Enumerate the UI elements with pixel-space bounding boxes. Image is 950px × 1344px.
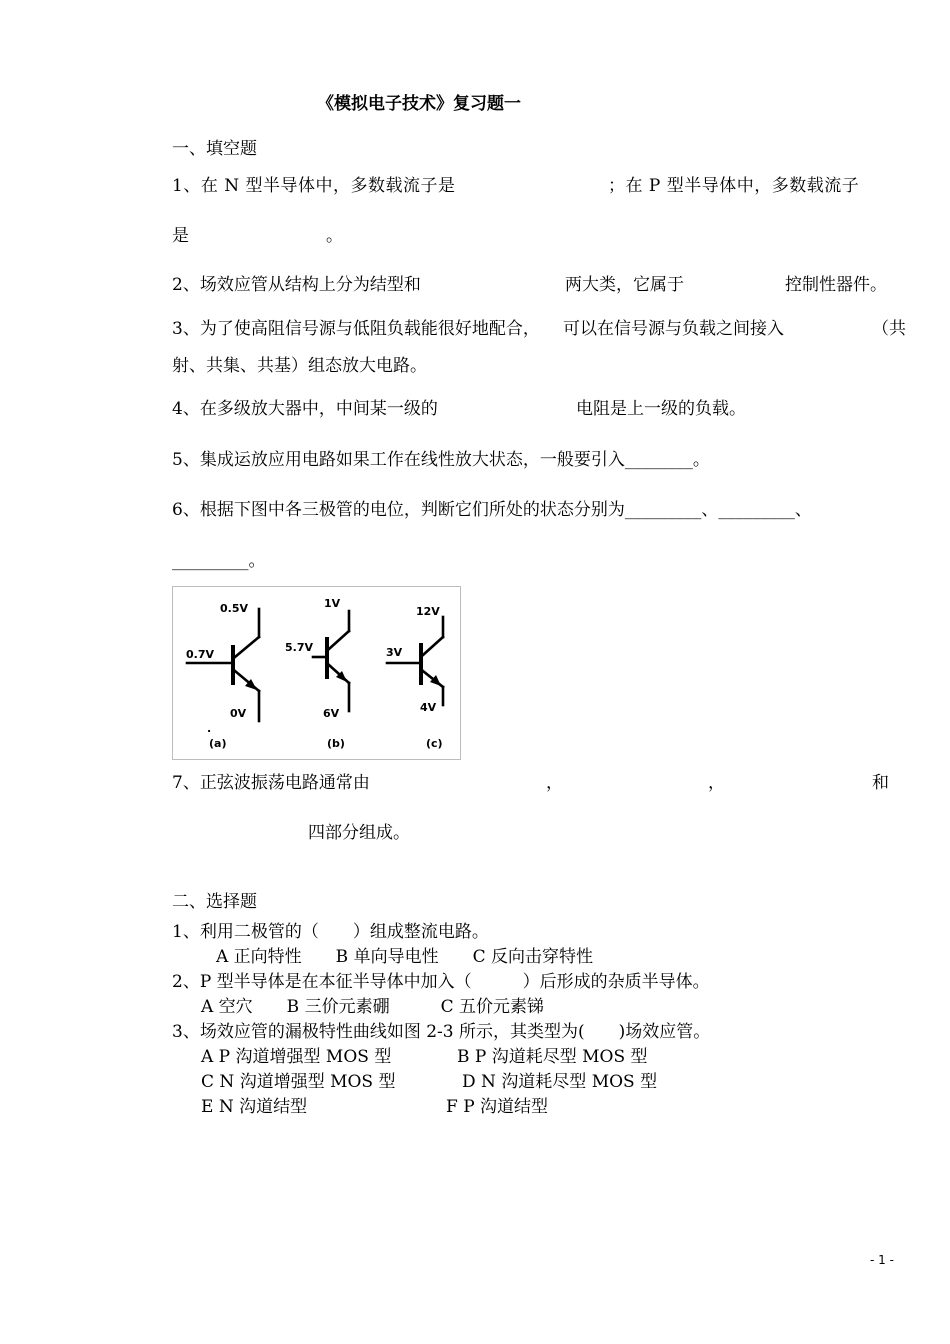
q2-part-a: 2、场效应管从结构上分为结型和 bbox=[172, 275, 421, 295]
mc2-stem: 2、P 型半导体是在本征半导体中加入（ ）后形成的杂质半导体。 bbox=[172, 972, 710, 992]
q6-text: 6、根据下图中各三极管的电位，判断它们所处的状态分别为_________、_________、 bbox=[172, 500, 812, 520]
q1-part-c: 是 bbox=[172, 226, 189, 246]
fig-c-caption: (c) bbox=[426, 737, 443, 750]
q7-part-d: 和 bbox=[872, 773, 889, 793]
mc3-option-d: D N 沟道耗尽型 MOS 型 bbox=[462, 1072, 658, 1092]
q2-part-c: 控制性器件。 bbox=[785, 275, 887, 295]
mc1-stem: 1、利用二极管的（ ）组成整流电路。 bbox=[172, 922, 489, 942]
q7-part-e: 四部分组成。 bbox=[308, 823, 410, 843]
mc1-options: A 正向特性 B 单向导电性 C 反向击穿特性 bbox=[216, 947, 593, 967]
q5-text: 5、集成运放应用电路如果工作在线性放大状态，一般要引入________。 bbox=[172, 450, 710, 470]
fig-b-top-voltage: 1V bbox=[324, 597, 341, 610]
fig-a-caption: (a) bbox=[209, 737, 227, 750]
q7-part-b: ， bbox=[546, 773, 563, 793]
fig-b-bottom-voltage: 6V bbox=[323, 707, 340, 720]
section1-heading: 一、填空题 bbox=[172, 139, 257, 159]
page-title: 《模拟电子技术》复习题一 bbox=[317, 94, 521, 114]
fig-dot: . bbox=[207, 722, 212, 735]
q1-part-a: 1、在 N 型半导体中，多数载流子是 bbox=[172, 176, 456, 196]
mc2-options: A 空穴 B 三价元素硼 C 五价元素锑 bbox=[201, 997, 544, 1017]
q1-part-d: 。 bbox=[326, 226, 343, 246]
mc3-option-f: F P 沟道结型 bbox=[446, 1097, 549, 1117]
page-number: - 1 - bbox=[870, 1253, 894, 1267]
q2-part-b: 两大类，它属于 bbox=[565, 275, 684, 295]
transistor-diagram bbox=[173, 587, 460, 759]
fig-c-top-voltage: 12V bbox=[416, 605, 440, 618]
fig-c-base-voltage: 3V bbox=[386, 646, 403, 659]
q1-part-b: ；在 P 型半导体中，多数载流子 bbox=[608, 176, 860, 196]
q7-part-c: ， bbox=[708, 773, 725, 793]
fig-a-base-voltage: 0.7V bbox=[186, 648, 214, 661]
mc3-option-b: B P 沟道耗尽型 MOS 型 bbox=[457, 1047, 648, 1067]
fig-b-caption: (b) bbox=[327, 737, 345, 750]
fig-a-top-voltage: 0.5V bbox=[220, 602, 248, 615]
mc3-option-a: A P 沟道增强型 MOS 型 bbox=[201, 1047, 392, 1067]
fig-a-bottom-voltage: 0V bbox=[230, 707, 247, 720]
section2-heading: 二、选择题 bbox=[172, 892, 257, 912]
fig-b-base-voltage: 5.7V bbox=[285, 641, 313, 654]
q3-part-b: 可以在信号源与负载之间接入 bbox=[563, 319, 784, 339]
mc3-option-e: E N 沟道结型 bbox=[201, 1097, 308, 1117]
q7-part-a: 7、正弦波振荡电路通常由 bbox=[172, 773, 370, 793]
q4-part-b: 电阻是上一级的负载。 bbox=[576, 399, 746, 419]
mc3-option-c: C N 沟道增强型 MOS 型 bbox=[201, 1072, 396, 1092]
q4-part-a: 4、在多级放大器中，中间某一级的 bbox=[172, 399, 438, 419]
transistor-figure bbox=[172, 586, 461, 760]
mc3-stem: 3、场效应管的漏极特性曲线如图 2-3 所示，其类型为( )场效应管。 bbox=[172, 1022, 711, 1042]
q3-part-d: 射、共集、共基）组态放大电路。 bbox=[172, 356, 427, 376]
q3-part-c: （共 bbox=[872, 319, 906, 339]
q6-text-cont: _________。 bbox=[172, 551, 266, 571]
q3-part-a: 3、为了使高阻信号源与低阻负载能很好地配合， bbox=[172, 319, 540, 339]
fig-c-bottom-voltage: 4V bbox=[420, 701, 437, 714]
